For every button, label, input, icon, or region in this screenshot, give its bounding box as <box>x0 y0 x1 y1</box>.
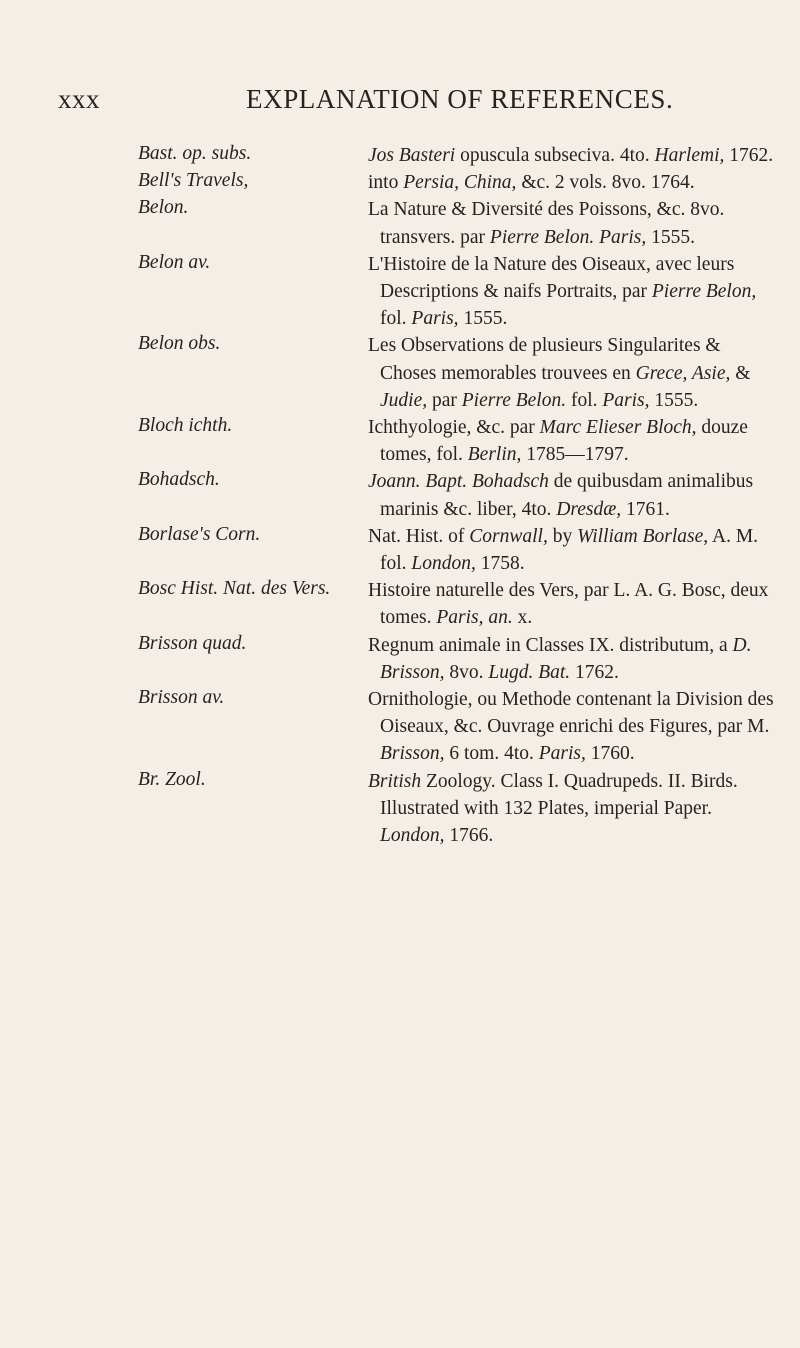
reference-abbreviation: Belon av. <box>138 251 211 273</box>
citation-text: A. M. fol. <box>380 525 759 575</box>
citation-italic-text: D. Brisson, <box>380 634 752 683</box>
citation-text: La Nature & Diversité des Poissons, &c. 8vo. transvers. par <box>368 199 725 248</box>
citation-text: x. <box>512 607 533 629</box>
citation-text: de quibusdam animalibus marinis &c. liber, 4to. <box>380 471 754 520</box>
reference-citation <box>368 332 780 414</box>
citation-italic-text: Pierre Belon, <box>651 281 757 303</box>
citation-italic-text: Paris, <box>602 389 650 411</box>
reference-abbreviation: Belon. <box>138 197 189 219</box>
citation-text: into <box>368 172 404 194</box>
citation-text: Nat. Hist. of <box>368 525 470 547</box>
citation-text: Zoology. Class I. Quadrupeds. II. Birds. Illustrated with 132 Plates, imperial Paper. <box>380 770 738 819</box>
citation-italic-text: Pierre Belon. Paris, <box>489 226 647 248</box>
reference-abbreviation: Brisson quad. <box>138 632 247 654</box>
citation-text: 1555. <box>646 226 696 248</box>
reference-entry <box>0 332 800 414</box>
reference-entry <box>0 768 800 850</box>
reference-abbreviation: Brisson av. <box>138 687 225 709</box>
reference-entry <box>0 632 800 686</box>
citation-text: 1785—1797. <box>521 444 629 466</box>
citation-text: douze tomes, fol. <box>380 417 748 466</box>
reference-citation <box>368 686 780 768</box>
citation-text: 1758. <box>475 553 525 575</box>
citation-text: par <box>427 389 462 411</box>
citation-italic-text: Marc Elieser Bloch, <box>539 417 697 439</box>
reference-entry <box>0 142 800 169</box>
reference-entry <box>0 468 800 522</box>
reference-abbreviation: Bohadsch. <box>138 469 220 491</box>
reference-abbreviation: Bloch ichth. <box>138 415 233 437</box>
citation-text: 1555. <box>649 389 699 411</box>
reference-entry <box>0 251 800 333</box>
citation-italic-text: William Borlase, <box>577 525 709 547</box>
reference-abbreviation: Bast. op. subs. <box>138 143 252 164</box>
citation-italic-text: Brisson, <box>380 743 445 765</box>
page-number: xxx <box>58 84 100 114</box>
citation-text: 6 tom. 4to. <box>444 743 539 765</box>
reference-citation <box>368 142 780 169</box>
citation-text: Les Observations de plusieurs Singularites & Choses memorables trouvees en <box>368 335 721 384</box>
reference-citation <box>368 251 780 333</box>
citation-italic-text: Lugd. Bat. <box>488 661 571 683</box>
citation-italic-text: British <box>368 770 422 792</box>
citation-italic-text: Cornwall, <box>469 525 548 547</box>
reference-abbreviation: Belon obs. <box>138 333 221 355</box>
citation-italic-text: Berlin, <box>467 444 522 466</box>
citation-text: 1760. <box>585 743 635 765</box>
citation-italic-text: Dresdæ, <box>556 498 622 520</box>
citation-text: Ornithologie, ou Methode contenant la Division des Oiseaux, &c. Ouvrage enrichi des Figures, par M. <box>368 689 774 738</box>
citation-text: 1766. <box>444 825 494 847</box>
reference-abbreviation: Br. Zool. <box>138 768 206 790</box>
reference-citation <box>368 768 780 850</box>
citation-text: by <box>547 525 578 547</box>
citation-text: fol. <box>566 389 603 411</box>
reference-citation <box>368 196 780 250</box>
page-header <box>46 84 766 124</box>
running-title: EXPLANATION OF REFERENCES. <box>246 84 674 114</box>
citation-italic-text: Paris, an. <box>436 607 513 629</box>
reference-citation <box>368 577 780 631</box>
reference-list <box>0 142 800 849</box>
reference-abbreviation: Bell's Travels, <box>138 170 249 192</box>
citation-italic-text: Persia, China, <box>403 172 517 194</box>
reference-entry <box>0 196 800 250</box>
reference-citation <box>368 169 780 196</box>
citation-italic-text: Harlemi, <box>654 145 725 166</box>
citation-text: opuscula subseciva. 4to. <box>455 145 655 166</box>
citation-italic-text: Grece, Asie, <box>635 362 731 384</box>
citation-italic-text: Pierre Belon. <box>461 389 567 411</box>
citation-text: 1762. <box>570 661 619 683</box>
citation-text: 8vo. <box>444 661 489 683</box>
citation-italic-text: Joann. Bapt. Bohadsch <box>368 471 549 493</box>
citation-text: L'Histoire de la Nature des Oiseaux, avec leurs Descriptions & naifs Portraits, par <box>368 253 735 303</box>
reference-entry <box>0 414 800 468</box>
citation-italic-text: London, <box>380 825 445 847</box>
reference-entry <box>0 577 800 631</box>
citation-text: 1762. <box>724 145 774 166</box>
citation-text: & <box>730 362 751 384</box>
reference-entry <box>0 169 800 196</box>
reference-abbreviation: Borlase's Corn. <box>138 523 261 545</box>
reference-abbreviation: Bosc Hist. Nat. des Vers. <box>138 578 331 600</box>
reference-citation <box>368 523 780 577</box>
reference-citation <box>368 414 780 468</box>
citation-text: fol. <box>380 308 412 330</box>
reference-citation <box>368 632 780 686</box>
citation-italic-text: Jos Basteri <box>368 145 456 166</box>
reference-entry <box>0 523 800 577</box>
citation-italic-text: Judie, <box>380 389 428 411</box>
citation-italic-text: Paris, <box>411 308 459 330</box>
citation-text: Ichthyologie, &c. par <box>368 417 540 439</box>
citation-italic-text: London, <box>411 553 476 575</box>
citation-text: 1761. <box>621 498 670 520</box>
citation-text: Histoire naturelle des Vers, par L. A. G. Bosc, deux tomes. <box>368 580 769 629</box>
citation-italic-text: Paris, <box>538 743 586 765</box>
citation-text: Regnum animale in Classes IX. distributum, a <box>368 634 733 656</box>
citation-text: 1555. <box>458 308 508 330</box>
reference-entry <box>0 686 800 768</box>
reference-citation <box>368 468 780 522</box>
citation-text: &c. 2 vols. 8vo. 1764. <box>516 172 695 194</box>
